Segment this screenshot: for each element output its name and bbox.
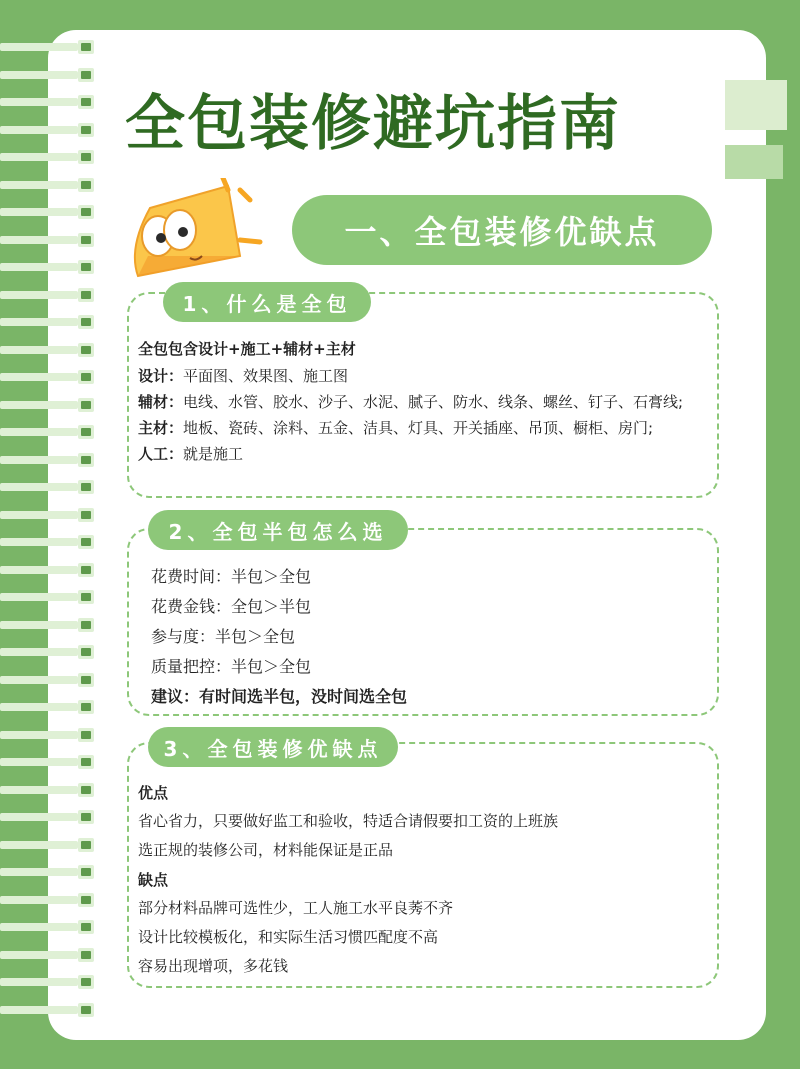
notebook-ring-icon [0, 590, 100, 604]
notebook-ring-icon [0, 535, 100, 549]
notebook-ring-icon [0, 205, 100, 219]
notebook-ring-icon [0, 260, 100, 274]
card3-line: 优点 [138, 784, 169, 802]
card2-line: 参与度：半包＞全包 [151, 627, 296, 646]
notebook-ring-icon [0, 233, 100, 247]
notebook-ring-icon [0, 700, 100, 714]
megaphone-mascot-icon [128, 178, 268, 283]
notebook-ring-icon [0, 123, 100, 137]
card3-line: 省心省力，只要做好监工和验收，特适合请假要扣工资的上班族 [138, 812, 559, 830]
notebook-ring-icon [0, 343, 100, 357]
notebook-ring-icon [0, 1003, 100, 1017]
notebook-ring-icon [0, 948, 100, 962]
notebook-ring-icon [0, 645, 100, 659]
card2-line: 花费时间：半包＞全包 [151, 567, 312, 586]
notebook-ring-icon [0, 865, 100, 879]
notebook-ring-icon [0, 673, 100, 687]
notebook-ring-icon [0, 370, 100, 384]
page-tab-light [725, 80, 787, 130]
card2-line: 建议：有时间选半包，没时间选全包 [151, 687, 408, 706]
notebook-ring-icon [0, 398, 100, 412]
page-title: 全包装修避坑指南 [125, 89, 621, 159]
card1-line: 人工：就是施工 [138, 445, 244, 463]
notebook-ring-icon [0, 288, 100, 302]
card3-line: 选正规的装修公司，材料能保证是正品 [138, 841, 394, 859]
card1-line: 主材：地板、瓷砖、涂料、五金、洁具、灯具、开关插座、吊顶、橱柜、房门; [138, 419, 654, 437]
notebook-ring-icon [0, 975, 100, 989]
card-pros-cons [127, 742, 719, 988]
section-banner: 一、全包装修优缺点 [292, 195, 712, 265]
card1-line: 设计：平面图、效果图、施工图 [138, 367, 349, 385]
notebook-ring-icon [0, 618, 100, 632]
card-full-vs-half [127, 528, 719, 716]
section-heading-3: 3、全包装修优缺点 [148, 727, 398, 767]
card3-line: 缺点 [138, 871, 169, 889]
notebook-ring-icon [0, 893, 100, 907]
card-what-is-full-package [127, 292, 719, 498]
notebook-ring-icon [0, 178, 100, 192]
card2-line: 质量把控：半包＞全包 [151, 657, 312, 676]
notebook-ring-icon [0, 95, 100, 109]
notebook-ring-icon [0, 508, 100, 522]
section-heading-2: 2、全包半包怎么选 [148, 510, 408, 550]
notebook-ring-icon [0, 783, 100, 797]
notebook-ring-icon [0, 315, 100, 329]
notebook-ring-icon [0, 563, 100, 577]
notebook-ring-icon [0, 728, 100, 742]
section-heading-1: 1、什么是全包 [163, 282, 371, 322]
notebook-ring-icon [0, 838, 100, 852]
notebook-ring-icon [0, 480, 100, 494]
card3-line: 部分材料品牌可选性少，工人施工水平良莠不齐 [138, 899, 454, 917]
notebook-ring-icon [0, 68, 100, 82]
card3-line: 容易出现增项，多花钱 [138, 957, 289, 975]
notebook-ring-icon [0, 920, 100, 934]
notebook-ring-icon [0, 40, 100, 54]
page-tab-dark [725, 145, 783, 179]
notebook-binding [0, 40, 110, 1030]
card1-line: 辅材：电线、水管、胶水、沙子、水泥、腻子、防水、线条、螺丝、钉子、石膏线; [138, 393, 684, 411]
notebook-ring-icon [0, 453, 100, 467]
notebook-ring-icon [0, 425, 100, 439]
notebook-ring-icon [0, 755, 100, 769]
notebook-ring-icon [0, 810, 100, 824]
card2-line: 花费金钱：全包＞半包 [151, 597, 312, 616]
card3-line: 设计比较模板化，和实际生活习惯匹配度不高 [138, 928, 439, 946]
notebook-ring-icon [0, 150, 100, 164]
card1-line: 全包包含设计+施工+辅材+主材 [138, 340, 356, 358]
